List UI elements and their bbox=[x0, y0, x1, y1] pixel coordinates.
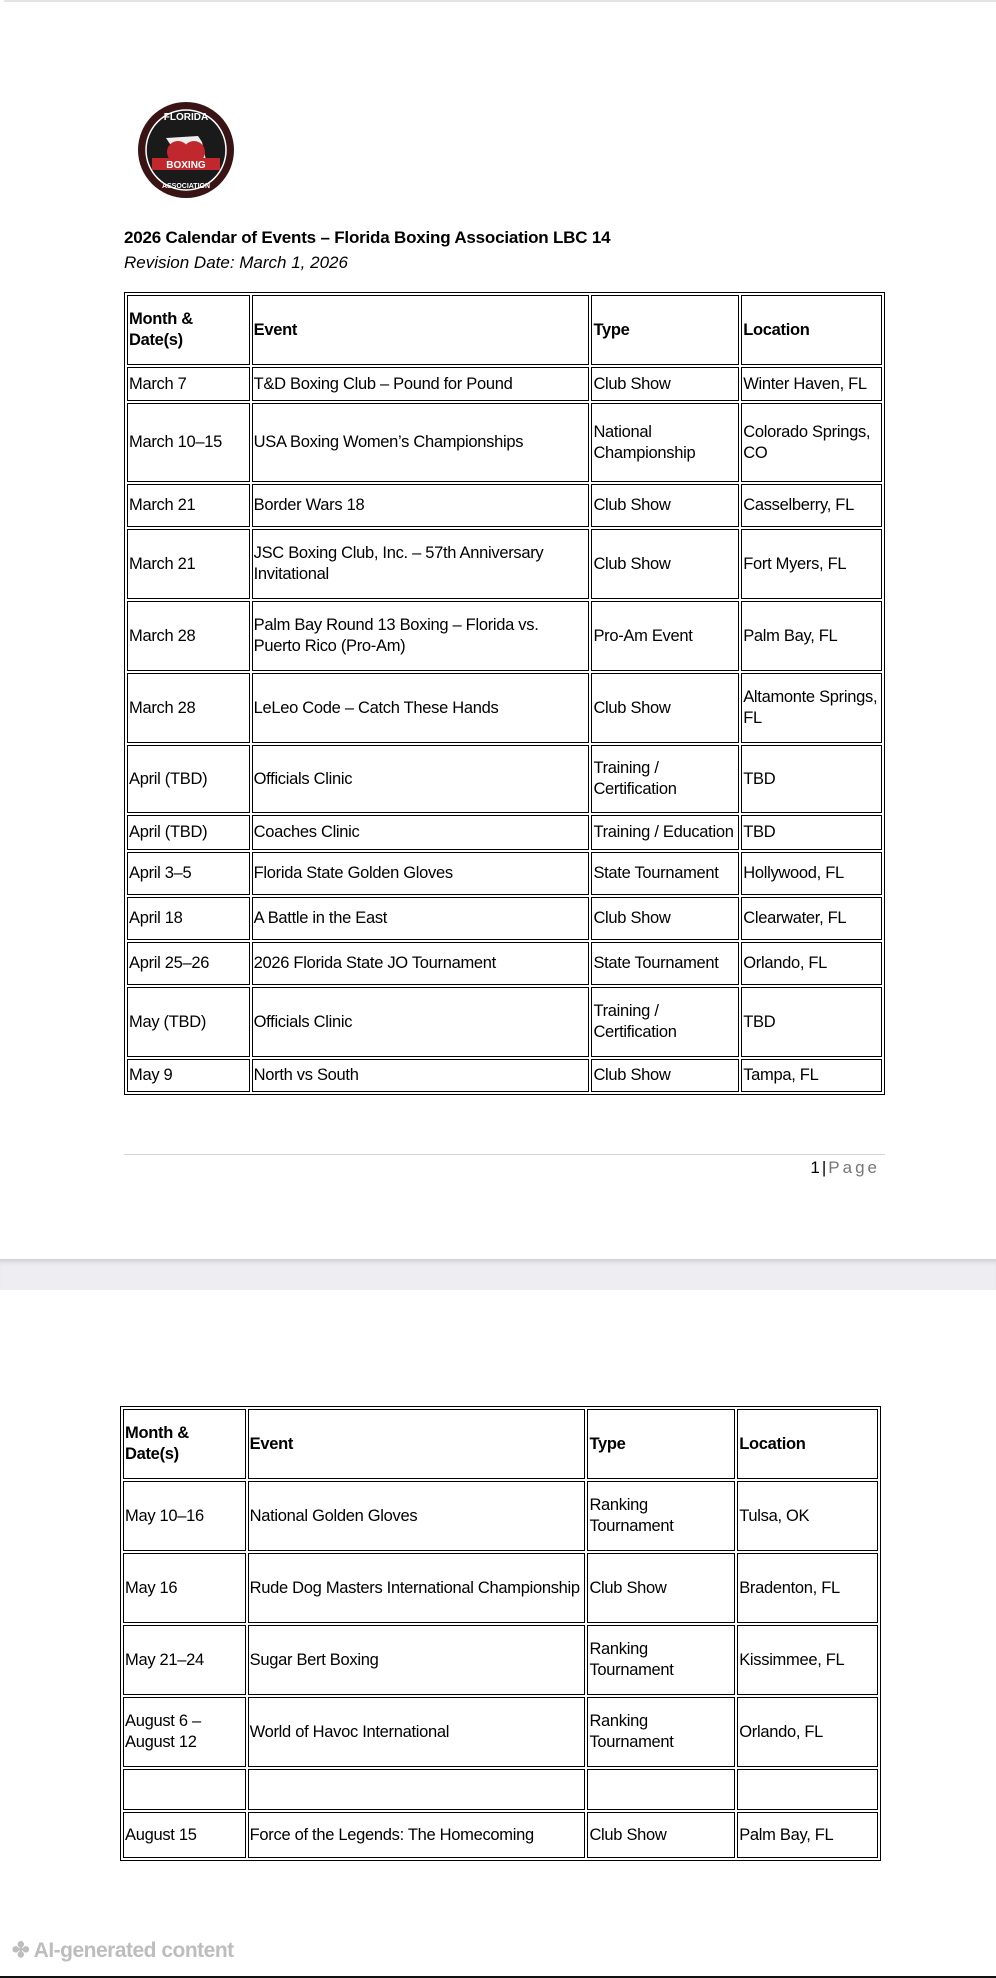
table-row bbox=[123, 1769, 878, 1810]
cell-event: Rude Dog Masters International Championship bbox=[248, 1553, 586, 1623]
cell-date: March 7 bbox=[127, 367, 250, 401]
cell-date bbox=[123, 1769, 246, 1810]
header-location: Location bbox=[737, 1409, 878, 1479]
cell-type: Club Show bbox=[591, 367, 739, 401]
cell-date: May 21–24 bbox=[123, 1625, 246, 1695]
cell-location: Winter Haven, FL bbox=[741, 367, 882, 401]
table-row bbox=[127, 897, 882, 940]
table-row bbox=[123, 1812, 878, 1858]
table-row bbox=[127, 1059, 882, 1092]
table-row bbox=[127, 815, 882, 850]
cell-location: Orlando, FL bbox=[737, 1697, 878, 1767]
cell-date: April (TBD) bbox=[127, 815, 250, 850]
cell-event: Palm Bay Round 13 Boxing – Florida vs. Puerto Rico (Pro-Am) bbox=[252, 601, 590, 671]
cell-location: Hollywood, FL bbox=[741, 852, 882, 895]
cell-location: TBD bbox=[741, 987, 882, 1057]
table-row bbox=[127, 942, 882, 985]
cell-type: Training / Certification bbox=[591, 987, 739, 1057]
table-row bbox=[127, 601, 882, 671]
cell-type: Ranking Tournament bbox=[587, 1697, 735, 1767]
cell-date: August 15 bbox=[123, 1812, 246, 1858]
svg-text:FLORIDA: FLORIDA bbox=[163, 112, 209, 123]
cell-event: A Battle in the East bbox=[252, 897, 590, 940]
cell-date: May 10–16 bbox=[123, 1481, 246, 1551]
cell-event bbox=[248, 1769, 586, 1810]
header-date: Month & Date(s) bbox=[127, 295, 250, 365]
ai-generated-label bbox=[12, 1938, 234, 1963]
cell-event: National Golden Gloves bbox=[248, 1481, 586, 1551]
cell-type: Training / Certification bbox=[591, 745, 739, 813]
cell-location: Orlando, FL bbox=[741, 942, 882, 985]
cell-location: TBD bbox=[741, 815, 882, 850]
page-label: Page bbox=[828, 1158, 880, 1177]
cell-date: April 18 bbox=[127, 897, 250, 940]
cell-event: Force of the Legends: The Homecoming bbox=[248, 1812, 586, 1858]
cell-type bbox=[587, 1769, 735, 1810]
table-row bbox=[127, 987, 882, 1057]
header-date: Month & Date(s) bbox=[123, 1409, 246, 1479]
page-gap bbox=[0, 1259, 996, 1290]
cell-date: May 16 bbox=[123, 1553, 246, 1623]
cell-location: Kissimmee, FL bbox=[737, 1625, 878, 1695]
cell-date: August 6 – August 12 bbox=[123, 1697, 246, 1767]
cell-location bbox=[737, 1769, 878, 1810]
footer-divider bbox=[124, 1154, 885, 1155]
cell-event: Officials Clinic bbox=[252, 987, 590, 1057]
cell-location: TBD bbox=[741, 745, 882, 813]
cell-event: 2026 Florida State JO Tournament bbox=[252, 942, 590, 985]
cell-date: March 28 bbox=[127, 601, 250, 671]
cell-type: Club Show bbox=[587, 1812, 735, 1858]
page-number bbox=[810, 1158, 880, 1178]
cell-event: Border Wars 18 bbox=[252, 484, 590, 527]
ai-generated-text: AI-generated content bbox=[33, 1939, 234, 1962]
cell-type: Training / Education bbox=[591, 815, 739, 850]
cell-location: Bradenton, FL bbox=[737, 1553, 878, 1623]
cell-type: Club Show bbox=[591, 529, 739, 599]
cell-event: USA Boxing Women’s Championships bbox=[252, 403, 590, 482]
header-location: Location bbox=[741, 295, 882, 365]
table-row bbox=[127, 367, 882, 401]
table-row bbox=[127, 403, 882, 482]
cell-location: Palm Bay, FL bbox=[741, 601, 882, 671]
cell-type: Pro-Am Event bbox=[591, 601, 739, 671]
cell-date: March 21 bbox=[127, 484, 250, 527]
cell-date: May (TBD) bbox=[127, 987, 250, 1057]
table-row bbox=[127, 484, 882, 527]
table-header-row bbox=[123, 1409, 878, 1479]
cell-event: World of Havoc International bbox=[248, 1697, 586, 1767]
cell-location: Altamonte Springs, FL bbox=[741, 673, 882, 743]
table-row bbox=[127, 745, 882, 813]
table-row bbox=[123, 1625, 878, 1695]
cell-date: April 25–26 bbox=[127, 942, 250, 985]
document-title: 2026 Calendar of Events – Florida Boxing Association LBC 14 bbox=[124, 228, 611, 247]
table-header-row bbox=[127, 295, 882, 365]
header-type: Type bbox=[587, 1409, 735, 1479]
cell-location: Fort Myers, FL bbox=[741, 529, 882, 599]
header-event: Event bbox=[252, 295, 590, 365]
cell-type: Club Show bbox=[587, 1553, 735, 1623]
header-event: Event bbox=[248, 1409, 586, 1479]
cell-event: Officials Clinic bbox=[252, 745, 590, 813]
svg-text:BOXING: BOXING bbox=[166, 160, 206, 171]
cell-type: State Tournament bbox=[591, 852, 739, 895]
cell-type: Club Show bbox=[591, 484, 739, 527]
cell-type: Club Show bbox=[591, 673, 739, 743]
svg-text:ASSOCIATION: ASSOCIATION bbox=[161, 183, 211, 190]
events-table-page-1 bbox=[124, 292, 885, 1095]
cell-location: Palm Bay, FL bbox=[737, 1812, 878, 1858]
cell-location: Casselberry, FL bbox=[741, 484, 882, 527]
cell-type: State Tournament bbox=[591, 942, 739, 985]
cell-location: Tulsa, OK bbox=[737, 1481, 878, 1551]
cell-date: March 28 bbox=[127, 673, 250, 743]
revision-date: Revision Date: March 1, 2026 bbox=[124, 253, 348, 272]
cell-location: Colorado Springs, CO bbox=[741, 403, 882, 482]
cell-type: Ranking Tournament bbox=[587, 1481, 735, 1551]
cell-event: T&D Boxing Club – Pound for Pound bbox=[252, 367, 590, 401]
cell-event: Coaches Clinic bbox=[252, 815, 590, 850]
events-table-page-2 bbox=[120, 1406, 881, 1861]
table-row bbox=[123, 1481, 878, 1551]
table-row bbox=[127, 852, 882, 895]
cell-date: April 3–5 bbox=[127, 852, 250, 895]
page-number-value: 1 bbox=[810, 1158, 820, 1177]
table-row bbox=[123, 1553, 878, 1623]
sparkle-icon: ✤ bbox=[12, 1939, 34, 1962]
cell-type: Ranking Tournament bbox=[587, 1625, 735, 1695]
page-number-separator: | bbox=[821, 1158, 827, 1177]
cell-date: April (TBD) bbox=[127, 745, 250, 813]
cell-type: Club Show bbox=[591, 897, 739, 940]
cell-type: Club Show bbox=[591, 1059, 739, 1092]
document-page-1 bbox=[4, 0, 996, 1261]
cell-location: Clearwater, FL bbox=[741, 897, 882, 940]
cell-date: March 21 bbox=[127, 529, 250, 599]
header-type: Type bbox=[591, 295, 739, 365]
cell-type: National Championship bbox=[591, 403, 739, 482]
table-row bbox=[127, 529, 882, 599]
florida-boxing-association-logo bbox=[136, 100, 236, 200]
cell-date: March 10–15 bbox=[127, 403, 250, 482]
cell-event: LeLeo Code – Catch These Hands bbox=[252, 673, 590, 743]
cell-date: May 9 bbox=[127, 1059, 250, 1092]
cell-event: North vs South bbox=[252, 1059, 590, 1092]
table-row bbox=[127, 673, 882, 743]
cell-event: Florida State Golden Gloves bbox=[252, 852, 590, 895]
table-row bbox=[123, 1697, 878, 1767]
cell-location: Tampa, FL bbox=[741, 1059, 882, 1092]
cell-event: JSC Boxing Club, Inc. – 57th Anniversary Invitational bbox=[252, 529, 590, 599]
cell-event: Sugar Bert Boxing bbox=[248, 1625, 586, 1695]
